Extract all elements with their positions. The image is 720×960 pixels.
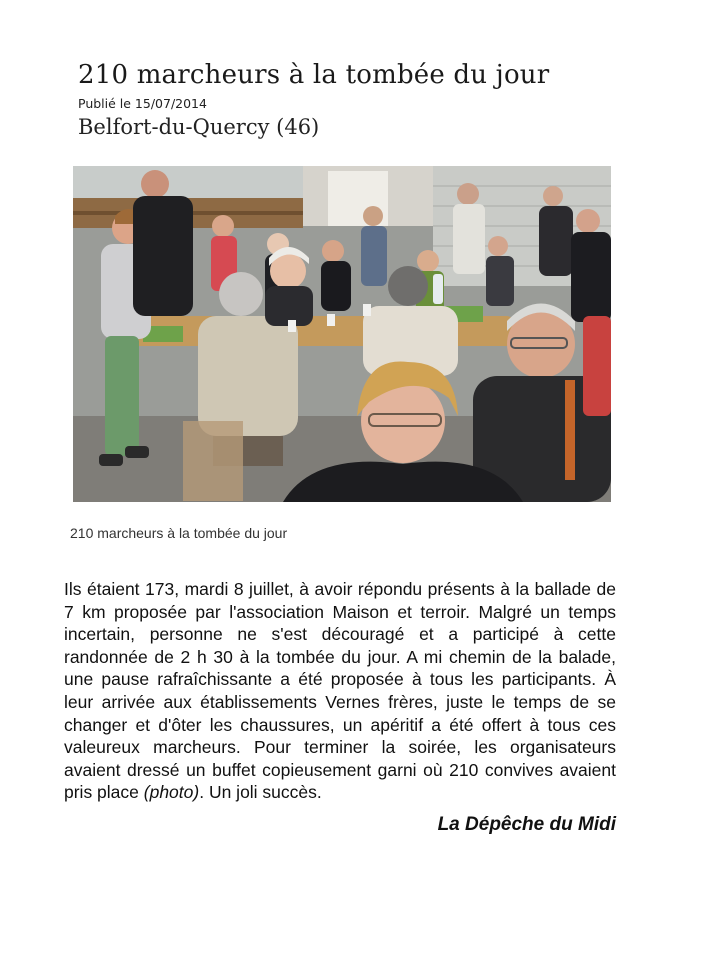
photo-reference: (photo) bbox=[143, 782, 200, 803]
photo-caption: 210 marcheurs à la tombée du jour bbox=[70, 525, 288, 541]
photo-illustration bbox=[73, 166, 611, 502]
article-location: Belfort-du-Quercy (46) bbox=[78, 115, 320, 139]
article-body bbox=[64, 578, 616, 804]
article-source: La Dépêche du Midi bbox=[437, 814, 616, 835]
article-body-text: Ils étaient 173, mardi 8 juillet, à avoir répondu présents à la ballade de 7 km proposée par l'association Maison et terroir. Malgré un temps incertain, personne ne s'est découragé et a participé à cette randonnée de 2 h 30 à la tombée du jour. A mi chemin de la balade, une pause rafraîchissante a été proposée à tous les participants. À leur arrivée aux établissements Vernes frères, juste le temps de se changer et d'ôter les chaussures, un apéritif a été offert à tous ces valeureux marcheurs. Pour terminer la soirée, les organisateurs avaient dressé un buffet copieusement garni où 210 convives avaient pris place bbox=[64, 579, 616, 803]
article-photo bbox=[73, 166, 611, 502]
publication-date: Publié le 15/07/2014 bbox=[78, 96, 207, 111]
article-body-ending: . Un joli succès. bbox=[199, 782, 322, 803]
article-title: 210 marcheurs à la tombée du jour bbox=[78, 60, 550, 90]
